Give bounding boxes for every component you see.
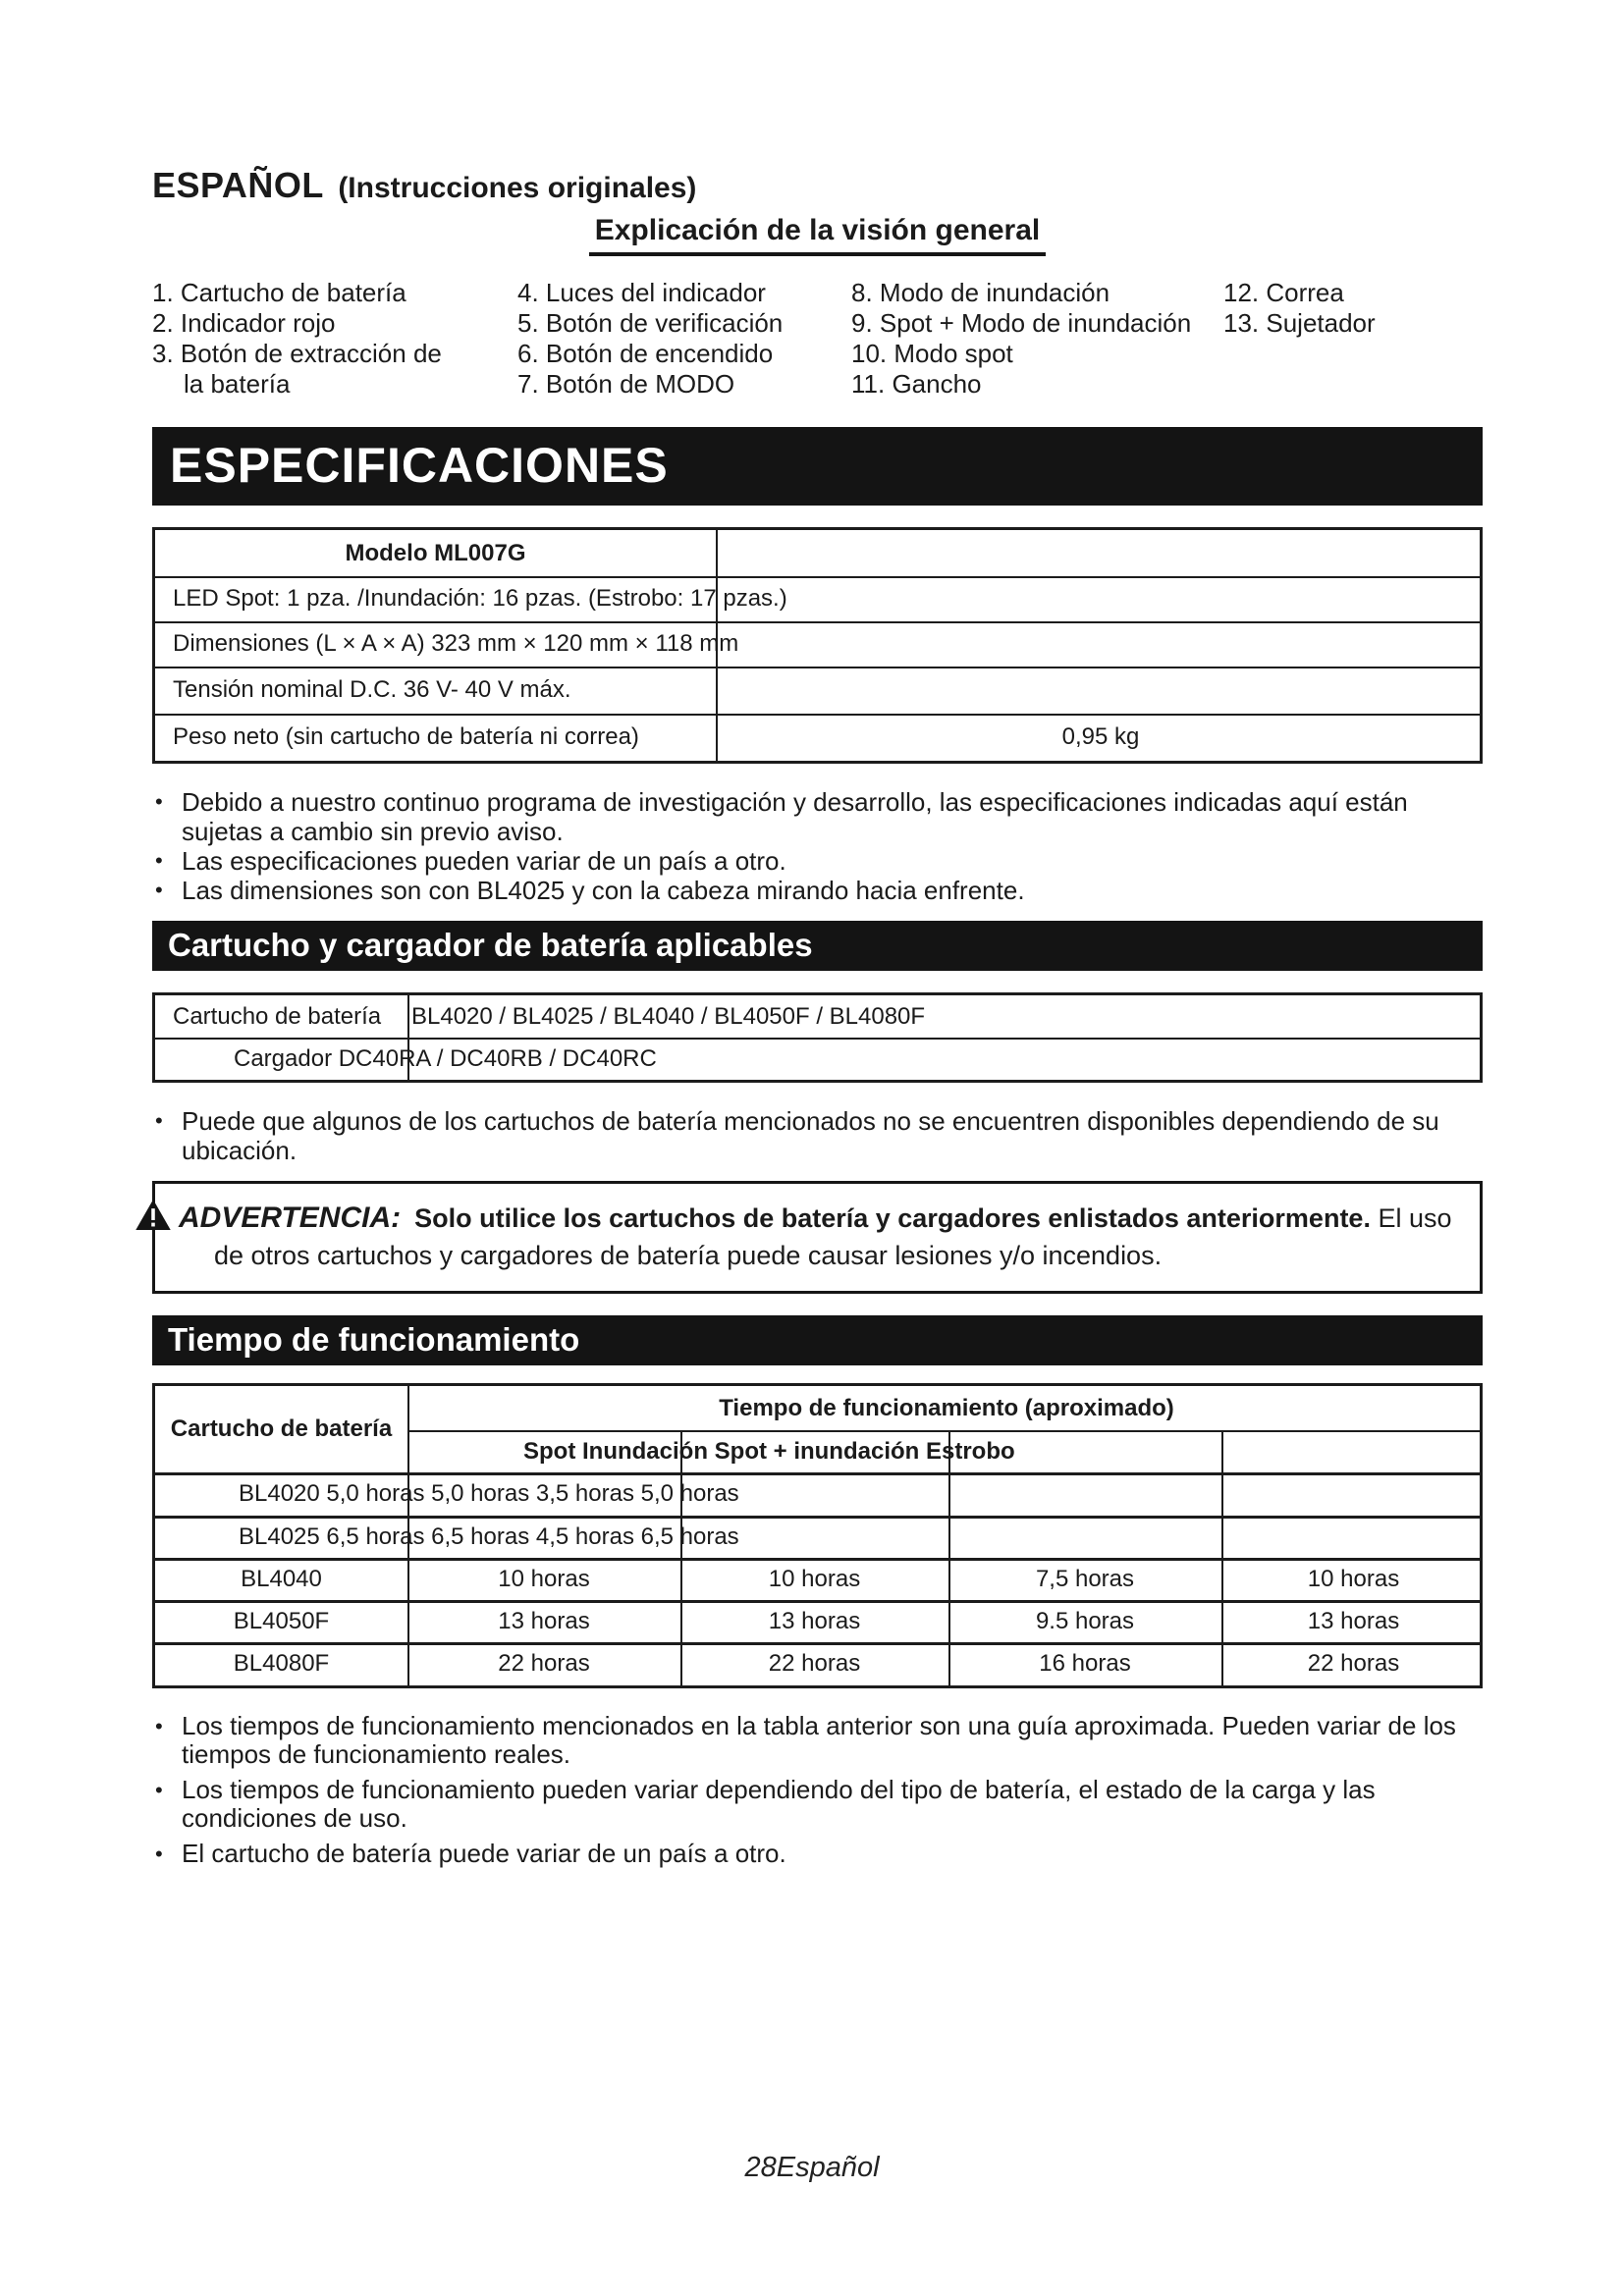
- part-item: 1. Cartucho de batería: [152, 278, 406, 307]
- spec-row-led: LED Spot: 1 pza. /Inundación: 16 pzas. (Estrobo: 17 pzas.): [173, 585, 787, 612]
- part-item: 7. Botón de MODO: [517, 369, 735, 399]
- runtime-row-bl4020: BL4020 5,0 horas 5,0 horas 3,5 horas 5,0 horas: [239, 1480, 739, 1507]
- part-item: 3. Botón de extracción de: [152, 339, 442, 368]
- overview-title-row: [152, 214, 1483, 256]
- runtime-table: [152, 1383, 1483, 1688]
- page-footer: 28Español: [744, 2152, 880, 2183]
- runtime-value: 22 horas: [768, 1650, 861, 1677]
- runtime-value: 22 horas: [498, 1650, 590, 1677]
- part-item: 4. Luces del indicador: [517, 278, 766, 307]
- part-item: 13. Sujetador: [1223, 308, 1376, 338]
- parts-list: [152, 278, 1483, 400]
- note-item: • Los tiempos de funcionamiento mencionados en la tabla anterior son una guía aproximada. Pueden variar de los tiempos de funcionamiento reales.: [152, 1712, 1483, 1769]
- runtime-section-banner: Tiempo de funcionamiento: [152, 1315, 1483, 1365]
- part-item: 5. Botón de verificación: [517, 308, 784, 338]
- part-item: 8. Modo de inundación: [851, 278, 1110, 307]
- runtime-col-header: Cartucho de batería: [170, 1415, 393, 1442]
- spec-model-header: Modelo ML007G: [345, 539, 526, 566]
- warning-label: ADVERTENCIA:: [179, 1201, 402, 1234]
- parts-column-2: [517, 278, 851, 400]
- battery-section-banner: Cartucho y cargador de batería aplicables: [152, 921, 1483, 971]
- runtime-model: BL4040: [241, 1565, 322, 1592]
- runtime-value: 22 horas: [1307, 1650, 1400, 1677]
- runtime-value: 9.5 horas: [1035, 1607, 1135, 1634]
- battery-charger-line: Cargador DC40RA / DC40RB / DC40RC: [234, 1044, 657, 1072]
- runtime-value: 10 horas: [768, 1565, 861, 1592]
- runtime-value: 13 horas: [768, 1607, 861, 1634]
- language-header: [152, 165, 1483, 214]
- language-note: (Instrucciones originales): [338, 172, 697, 204]
- part-item: 11. Gancho: [851, 369, 982, 399]
- spec-weight-value: 0,95 kg: [1061, 723, 1140, 750]
- spec-row-voltage: Tensión nominal D.C. 36 V- 40 V máx.: [173, 676, 571, 703]
- battery-note: [152, 1106, 1483, 1165]
- warning-box: [152, 1181, 1483, 1294]
- note-item: • Los tiempos de funcionamiento pueden variar dependiendo del tipo de batería, el estado de la carga y las condiciones de uso.: [152, 1776, 1483, 1833]
- warning-bold-text: Solo utilice los cartuchos de batería y cargadores enlistados anteriormente.: [414, 1203, 1371, 1233]
- part-item: 9. Spot + Modo de inundación: [851, 308, 1192, 338]
- warning-normal-text: El uso de otros cartuchos y cargadores de batería puede causar lesiones y/o incendios.: [214, 1203, 1452, 1270]
- part-item: 10. Modo spot: [851, 339, 1013, 368]
- warning-text: [175, 1200, 1460, 1273]
- runtime-model: BL4080F: [233, 1650, 330, 1677]
- battery-cartridge-value: BL4020 / BL4025 / BL4040 / BL4050F / BL4080F: [411, 1002, 926, 1030]
- page-content: [152, 165, 1483, 1875]
- battery-cartridge-label: Cartucho de batería: [173, 1002, 382, 1030]
- battery-charger-table: [152, 992, 1483, 1083]
- part-item-continuation: la batería: [184, 369, 291, 399]
- runtime-value: 10 horas: [498, 1565, 590, 1592]
- runtime-notes: [152, 1712, 1483, 1868]
- note-item: • Las dimensiones son con BL4025 y con la cabeza mirando hacia enfrente.: [152, 876, 1483, 905]
- specifications-table: [152, 527, 1483, 764]
- parts-column-1: [152, 278, 517, 400]
- note-item: • Debido a nuestro continuo programa de investigación y desarrollo, las especificaciones indicadas aquí están sujetas a cambio sin previo aviso.: [152, 787, 1483, 846]
- runtime-value: 13 horas: [498, 1607, 590, 1634]
- runtime-value: 10 horas: [1307, 1565, 1400, 1592]
- runtime-model: BL4050F: [233, 1607, 330, 1634]
- parts-column-4: [1223, 278, 1483, 400]
- part-item: 2. Indicador rojo: [152, 308, 336, 338]
- runtime-row-bl4025: BL4025 6,5 horas 6,5 horas 4,5 horas 6,5 horas: [239, 1522, 739, 1550]
- runtime-subheader-line: Spot Inundación Spot + inundación Estrobo: [523, 1437, 1015, 1465]
- note-item: • Las especificaciones pueden variar de un país a otro.: [152, 846, 1483, 876]
- runtime-value: 7,5 horas: [1035, 1565, 1135, 1592]
- language-label: ESPAÑOL: [152, 165, 324, 205]
- part-item: 12. Correa: [1223, 278, 1344, 307]
- note-item: • Puede que algunos de los cartuchos de batería mencionados no se encuentren disponibles dependiendo de su ubicación.: [152, 1106, 1483, 1165]
- runtime-value: 16 horas: [1039, 1650, 1131, 1677]
- runtime-span-header: Tiempo de funcionamiento (aproximado): [719, 1394, 1174, 1421]
- part-item: 6. Botón de encendido: [517, 339, 774, 368]
- parts-column-3: [851, 278, 1223, 400]
- specifications-section-banner: ESPECIFICACIONES: [152, 427, 1483, 506]
- overview-title: Explicación de la visión general: [589, 214, 1047, 256]
- runtime-value: 13 horas: [1307, 1607, 1400, 1634]
- spec-weight-label: Peso neto (sin cartucho de batería ni correa): [173, 723, 639, 750]
- spec-row-dimensions: Dimensiones (L × A × A) 323 mm × 120 mm × 118 mm: [173, 630, 739, 657]
- note-item: • El cartucho de batería puede variar de un país a otro.: [152, 1840, 1483, 1868]
- specifications-notes: [152, 787, 1483, 905]
